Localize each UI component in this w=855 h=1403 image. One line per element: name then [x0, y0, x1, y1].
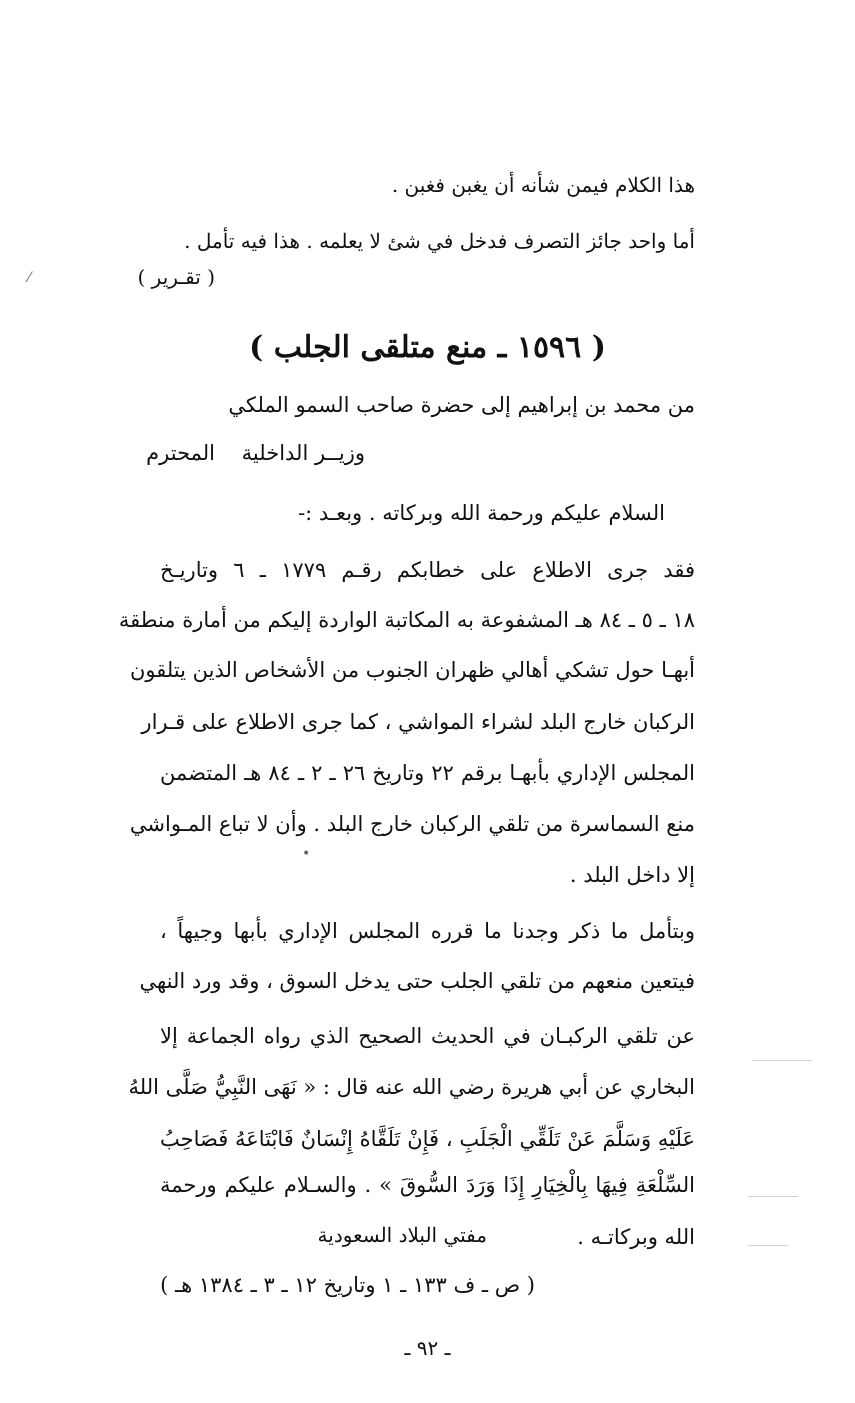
paragraph-2-line: عن تلقي الركبـان في الحديث الصحيح الذي رواه الجماعة إلا — [160, 1024, 695, 1048]
signature: مفتي البلاد السعودية — [317, 1223, 487, 1247]
paragraph-1-line: إلا داخل البلد . — [569, 863, 695, 887]
scan-mark: ⁄ — [28, 270, 31, 286]
address-from: من محمد بن إبراهيم إلى حضرة صاحب السمو الملكي — [228, 393, 695, 417]
paragraph-2-line: عَلَيْهِ وَسَلَّمَ عَنْ تَلَقِّي الْجَلَبِ ، فَإِنْ تَلَقَّاهُ إِنْسَانٌ فَابْتَاعَهُ فَصَاحِبُ — [160, 1127, 695, 1151]
intro-line-2: أما واحد جائز التصرف فدخل في شئ لا يعلمه . هذا فيه تأمل . — [184, 229, 695, 253]
paragraph-1-line: أبهـا حول تشكي أهالي ظهران الجنوب من الأشخاص الذين يتلقون — [129, 658, 695, 682]
scan-line — [748, 1196, 798, 1197]
scan-line — [752, 1060, 812, 1061]
page-number: ـ ٩٢ ـ — [404, 1336, 451, 1360]
intro-line-1: هذا الكلام فيمن شأنه أن يغبن فغبن . — [391, 173, 695, 197]
paragraph-2-line: السِّلْعَةِ فِيهَا بِالْخِيَارِ إِذَا وَرَدَ السُّوقَ » . والسـلام عليكم ورحمة — [160, 1173, 695, 1197]
paragraph-1-line: منع السماسرة من تلقي الركبان خارج البلد . وأن لا تباع المـواشي — [129, 812, 695, 836]
greeting: السلام عليكم ورحمة الله وبركاته . وبعـد :- — [298, 501, 665, 525]
source-note: ( تقـرير ) — [137, 265, 215, 289]
paragraph-2-line: فيتعين منعهم من تلقي الجلب حتى يدخل السوق ، وقد ورد النهي — [139, 969, 695, 993]
paragraph-1-line: فقد جرى الاطلاع على خطابكم رقـم ١٧٧٩ ـ ٦ وتاريـخ — [160, 558, 695, 582]
paragraph-2-closing: الله وبركاتـه . — [577, 1225, 695, 1249]
section-title: ( ١٥٩٦ ـ منع متلقى الجلب ) — [249, 330, 606, 365]
paragraph-1-line: ١٨ ـ ٥ ـ ٨٤ هـ المشفوعة به المكاتبة الواردة إليكم من أمارة منطقة — [118, 608, 695, 632]
paragraph-1-line: المجلس الإداري بأبهـا برقم ٢٢ وتاريخ ٢٦ ـ ٢ ـ ٨٤ هـ المتضمن — [160, 761, 696, 785]
address-honorific: المحترم — [146, 441, 215, 465]
address-to-title: وزيــر الداخلية — [241, 441, 365, 465]
paragraph-1-line: الركبان خارج البلد لشراء المواشي ، كما جرى الاطلاع على قـرار — [141, 710, 695, 734]
paragraph-2-line: البخاري عن أبي هريرة رضي الله عنه قال : « نَهَى النَّبِيُّ صَلَّى اللهُ — [128, 1075, 695, 1099]
scan-line — [748, 1245, 788, 1246]
reference-note: ( ص ـ ف ١٣٣ ـ ١ وتاريخ ١٢ ـ ٣ ـ ١٣٨٤ هـ ) — [160, 1273, 535, 1297]
scan-mark: • — [302, 846, 311, 862]
paragraph-2-line: وبتأمل ما ذكر وجدنا ما قرره المجلس الإداري بأبها وجيهاً ، — [160, 919, 695, 943]
